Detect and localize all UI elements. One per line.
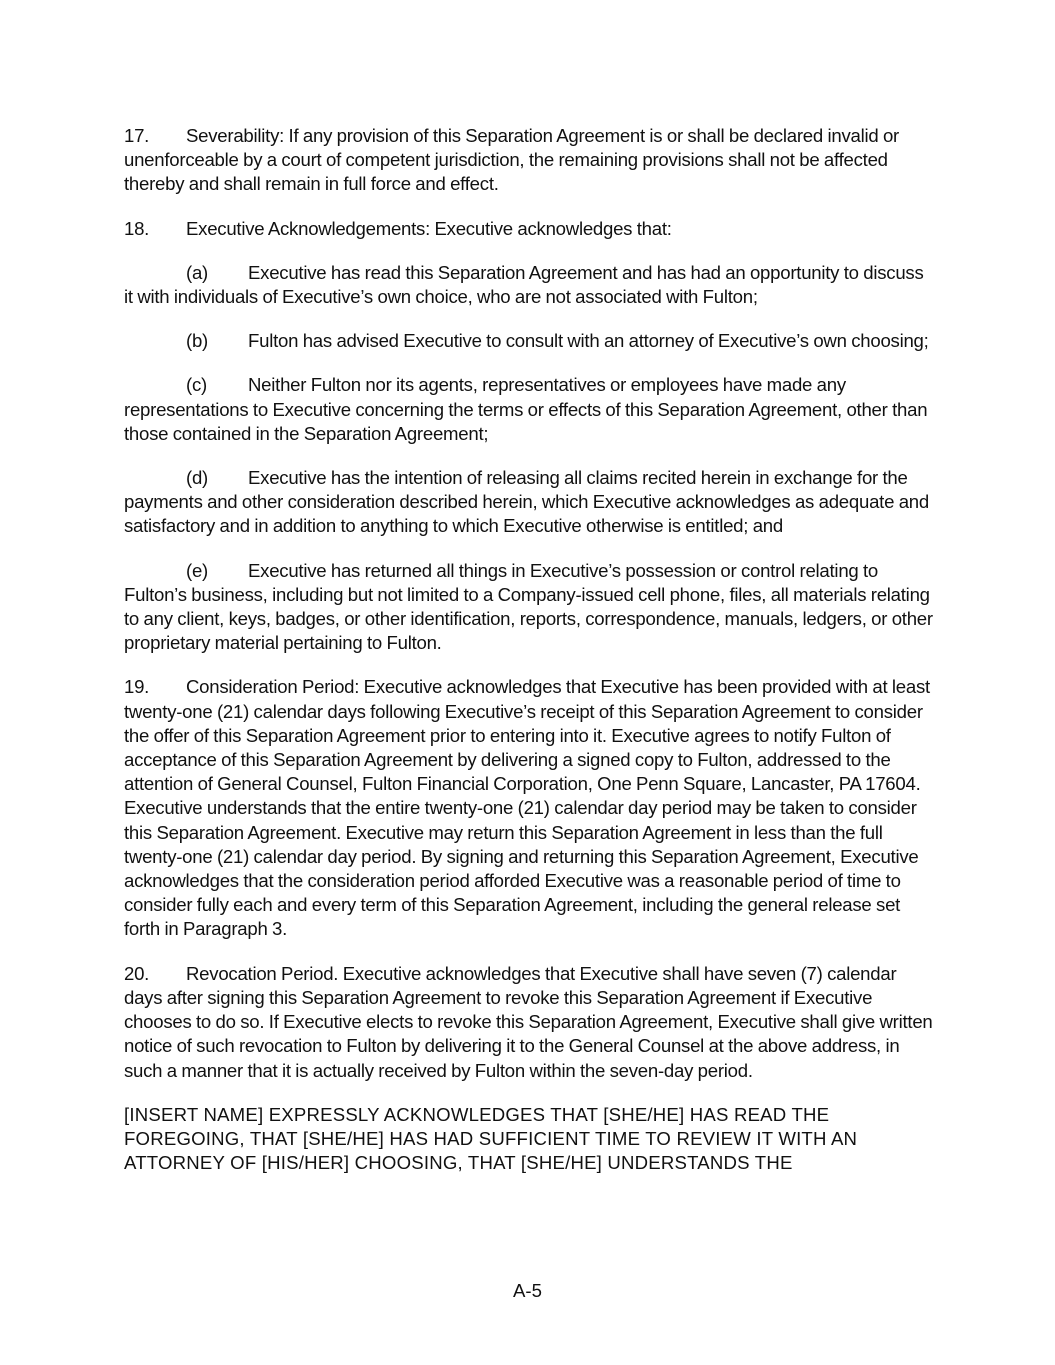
section-number: 18. bbox=[124, 217, 150, 239]
subsection-text: Executive has read this Separation Agreement and has had an opportunity to discuss it with individuals of Executive’s own choice, who are not associated with Fulton; bbox=[124, 261, 924, 308]
subsection-text: Fulton has advised Executive to consult with an attorney of Executive’s own choosing; bbox=[248, 330, 929, 352]
subsection-label: (c) bbox=[186, 374, 207, 396]
subsection-label: (a) bbox=[186, 261, 208, 283]
subsection-label: (d) bbox=[186, 467, 208, 489]
subsection-d bbox=[124, 466, 934, 539]
subsection-c bbox=[124, 373, 934, 446]
section-20 bbox=[124, 962, 934, 1083]
section-18 bbox=[124, 217, 934, 241]
section-19 bbox=[124, 675, 934, 941]
subsection-a bbox=[124, 261, 934, 309]
document-page bbox=[124, 124, 934, 1195]
subsection-text: Neither Fulton nor its agents, representatives or employees have made any representations to Executive concerning the terms or effects of this Separation Agreement, other than those contained in the Separation Agreement; bbox=[124, 374, 928, 444]
section-number: 19. bbox=[124, 676, 150, 698]
section-text: Severability: If any provision of this Separation Agreement is or shall be declared invalid or unenforceable by a court of competent jurisdiction, the remaining provisions shall not be affected thereby and shall remain in full force and effect. bbox=[124, 125, 899, 195]
subsection-b bbox=[124, 329, 934, 353]
section-text: Executive Acknowledgements: Executive acknowledges that: bbox=[186, 217, 672, 239]
section-number: 17. bbox=[124, 125, 150, 146]
acknowledgement-caps-paragraph: [INSERT NAME] EXPRESSLY ACKNOWLEDGES THAT [SHE/HE] HAS READ THE FOREGOING, THAT [SHE/HE] HAS HAD SUFFICIENT TIME TO REVIEW IT WITH AN ATTORNEY OF [HIS/HER] CHOOSING, THAT [SHE/HE] UNDERSTANDS THE bbox=[124, 1103, 858, 1173]
subsection-text: Executive has the intention of releasing all claims recited herein in exchange for the payments and other consideration described herein, which Executive acknowledges as adequate and satisfactory and in addition to anything to which Executive otherwise is entitled; and bbox=[124, 467, 929, 537]
section-text: Consideration Period: Executive acknowledges that Executive has been provided with at least twenty-one (21) calendar days following Executive’s receipt of this Separation Agreement to consider the offer of this Separation Agreement prior to entering into it. Executive agrees to notify Fulton of acceptance of this Separation Agreement by delivering a signed copy to Fulton, addressed to the attention of General Counsel, Fulton Financial Corporation, One Penn Square, Lancaster, PA 17604. Executive understands that the entire twenty-one (21) calendar day period may be taken to consider this Separation Agreement. Executive may return this Separation Agreement in less than the full twenty-one (21) calendar day period. By signing and returning this Separation Agreement, Executive acknowledges that the consideration period afforded Executive was a reasonable period of time to consider fully each and every term of this Separation Agreement, including the general release set forth in Paragraph 3. bbox=[124, 676, 930, 940]
subsection-label: (b) bbox=[186, 330, 208, 352]
page-number: A-5 bbox=[513, 1280, 542, 1301]
section-text: Revocation Period. Executive acknowledges that Executive shall have seven (7) calendar days after signing this Separation Agreement to revoke this Separation Agreement if Executive chooses to do so. If Executive elects to revoke this Separation Agreement, Executive shall give written notice of such revocation to Fulton by delivering it to the General Counsel at the above address, in such a manner that it is actually received by Fulton within the seven-day period. bbox=[124, 962, 933, 1081]
section-17 bbox=[124, 124, 934, 197]
subsection-e bbox=[124, 559, 934, 656]
subsection-label: (e) bbox=[186, 559, 208, 581]
section-number: 20. bbox=[124, 962, 150, 984]
subsection-text: Executive has returned all things in Executive’s possession or control relating to Fulton’s business, including but not limited to a Company-issued cell phone, files, all materials relating to any client, keys, badges, or other identification, reports, correspondence, manuals, ledgers, or other proprietary material pertaining to Fulton. bbox=[124, 559, 933, 654]
